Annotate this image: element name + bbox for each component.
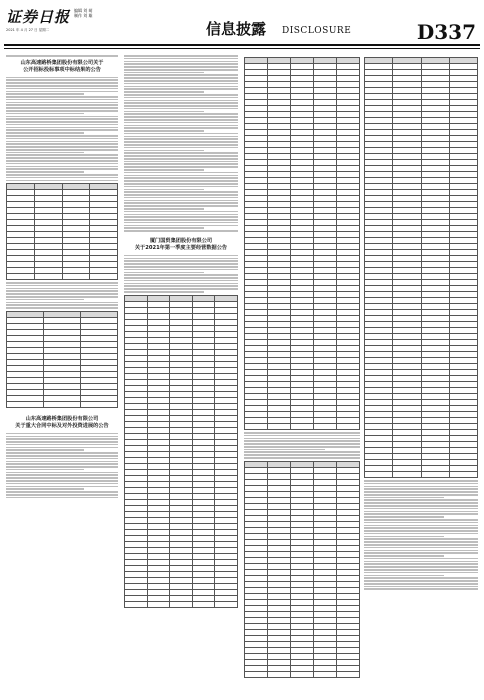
text-line: [364, 533, 478, 535]
text-line: [364, 480, 478, 482]
data-table: [244, 57, 360, 430]
text-line: [124, 100, 238, 102]
table-cell: [314, 671, 337, 677]
table-cell: [421, 472, 449, 478]
text-line: [124, 88, 238, 90]
table-cell: [314, 424, 337, 430]
text-line: [6, 116, 118, 118]
text-line: [6, 91, 118, 93]
text-line: [6, 168, 118, 170]
text-line: [124, 191, 238, 193]
text-line: [124, 58, 238, 60]
text-line: [364, 572, 478, 574]
table-cell: [245, 671, 268, 677]
text-line: [6, 93, 84, 95]
column-2: [124, 55, 238, 610]
text-line: [6, 85, 118, 87]
text-line: [364, 580, 478, 582]
text-line: [124, 91, 204, 93]
masthead-rule: [4, 44, 480, 46]
text-line: [6, 302, 118, 304]
text-line: [6, 166, 118, 168]
text-line: [124, 141, 238, 143]
text-line: [124, 225, 238, 227]
text-line: [6, 494, 118, 496]
table-cell: [90, 274, 118, 280]
table-cell: [81, 401, 118, 407]
dateline: 2021 年 4 月 27 日 星期二: [6, 28, 50, 32]
text-line: [364, 499, 478, 501]
text-line: [6, 160, 118, 162]
table-cell: [62, 274, 90, 280]
text-line: [124, 69, 238, 71]
text-line: [124, 194, 238, 196]
text-line: [124, 125, 238, 127]
text-line: [124, 163, 238, 165]
text-line: [364, 497, 444, 499]
text-line: [124, 97, 238, 99]
text-line: [364, 552, 478, 554]
table-cell: [7, 274, 35, 280]
text-line: [6, 491, 118, 493]
text-line: [124, 255, 238, 257]
text-line: [124, 150, 204, 152]
text-line: [124, 280, 238, 282]
table-cell: [365, 472, 393, 478]
table-row: [245, 671, 360, 677]
text-line: [364, 541, 478, 543]
text-line: [244, 440, 360, 442]
text-line: [364, 544, 478, 546]
text-line: [6, 441, 118, 443]
text-line: [244, 446, 360, 448]
text-line: [6, 477, 118, 479]
text-line: [124, 288, 238, 290]
text-line: [364, 550, 478, 552]
masthead-rule-thin: [4, 48, 480, 49]
text-line: [6, 480, 118, 482]
text-line: [364, 525, 478, 527]
text-line: [364, 519, 478, 521]
text-line: [6, 463, 118, 465]
text-line: [6, 469, 84, 471]
text-line: [124, 180, 238, 182]
table-cell: [7, 401, 44, 407]
text-line: [364, 488, 478, 490]
text-line: [6, 466, 118, 468]
table-row: [365, 472, 478, 478]
text-line: [6, 118, 118, 120]
text-line: [124, 61, 238, 63]
text-line: [124, 108, 238, 110]
text-line: [124, 208, 204, 210]
table-cell: [44, 401, 81, 407]
text-line: [364, 561, 478, 563]
text-line: [6, 79, 118, 81]
text-line: [124, 258, 238, 260]
table-cell: [291, 671, 314, 677]
text-line: [124, 111, 204, 113]
newspaper-logo: 证券日报: [6, 8, 71, 26]
article-title: 山东高速路桥集团股份有限公司关于 公开招标投标事项中标结果的公告: [20, 59, 104, 73]
table-cell: [125, 601, 148, 607]
text-line: [124, 74, 238, 76]
text-line: [124, 230, 238, 232]
text-line: [6, 102, 118, 104]
text-line: [6, 288, 118, 290]
text-line: [6, 282, 118, 284]
text-line: [364, 563, 478, 565]
text-line: [124, 227, 204, 229]
text-line: [6, 293, 118, 295]
text-line: [124, 155, 238, 157]
text-line: [124, 161, 238, 163]
text-line: [124, 260, 238, 262]
data-table: [6, 183, 118, 280]
text-line: [244, 443, 360, 445]
table-cell: [192, 601, 215, 607]
text-line: [6, 304, 118, 306]
table-cell: [268, 671, 291, 677]
text-line: [124, 291, 204, 293]
table-cell: [215, 601, 238, 607]
page-number: D337: [416, 20, 476, 44]
text-line: [6, 455, 118, 457]
text-line: [124, 269, 238, 271]
text-line: [124, 263, 238, 265]
text-line: [244, 449, 325, 451]
text-line: [124, 138, 238, 140]
section-title: 信息披露: [206, 20, 267, 38]
table-cell: [34, 274, 62, 280]
text-line: [364, 516, 444, 518]
data-table: [124, 295, 238, 608]
text-line: [244, 435, 360, 437]
text-line: [364, 530, 478, 532]
text-line: [364, 527, 478, 529]
text-line: [364, 511, 478, 513]
table-cell: [337, 671, 360, 677]
text-line: [244, 454, 360, 456]
text-line: [364, 569, 478, 571]
text-line: [6, 296, 118, 298]
text-line: [6, 290, 118, 292]
text-line: [6, 99, 118, 101]
text-line: [124, 152, 238, 154]
text-line: [6, 107, 118, 109]
text-line: [6, 177, 118, 179]
text-line: [6, 146, 118, 148]
text-line: [364, 577, 478, 579]
text-line: [124, 202, 238, 204]
text-line: [244, 457, 360, 459]
text-line: [124, 274, 238, 276]
text-line: [6, 299, 84, 301]
text-line: [124, 216, 238, 218]
text-line: [6, 497, 118, 499]
text-line: [6, 433, 118, 435]
table-cell: [245, 424, 268, 430]
text-line: [124, 166, 238, 168]
text-line: [364, 536, 444, 538]
section-title-en: DISCLOSURE: [282, 26, 352, 36]
text-line: [6, 143, 118, 145]
table-cell: [268, 424, 291, 430]
text-line: [124, 77, 238, 79]
text-line: [124, 172, 238, 174]
text-line: [6, 486, 118, 488]
table-cell: [291, 424, 314, 430]
text-line: [6, 436, 118, 438]
text-line: [6, 152, 84, 154]
text-line: [244, 451, 360, 453]
text-line: [364, 575, 444, 577]
article-title: 厦门国贸集团股份有限公司 关于2021年第一季度主要经营数据公告: [134, 237, 228, 251]
text-line: [6, 472, 118, 474]
text-line: [124, 55, 238, 57]
text-line: [364, 555, 444, 557]
text-line: [6, 180, 118, 182]
text-line: [124, 283, 238, 285]
text-line: [6, 438, 118, 440]
text-line: [364, 486, 478, 488]
table-cell: [337, 424, 360, 430]
text-line: [124, 175, 238, 177]
text-line: [6, 82, 118, 84]
text-line: [124, 94, 238, 96]
column-3: [244, 55, 360, 680]
text-line: [6, 154, 118, 156]
text-line: [124, 285, 238, 287]
text-line: [6, 138, 118, 140]
text-line: [6, 110, 118, 112]
text-line: [6, 96, 118, 98]
text-line: [364, 494, 478, 496]
text-line: [124, 130, 204, 132]
text-line: [6, 174, 118, 176]
text-line: [244, 438, 360, 440]
text-line: [6, 129, 118, 131]
text-line: [124, 183, 238, 185]
text-line: [364, 588, 478, 590]
data-table: [244, 461, 360, 678]
text-line: [6, 132, 84, 134]
text-line: [124, 205, 238, 207]
text-line: [124, 189, 204, 191]
text-line: [124, 86, 238, 88]
text-line: [244, 432, 360, 434]
column-1: [6, 55, 118, 499]
text-line: [124, 102, 238, 104]
text-line: [6, 163, 118, 165]
text-line: [6, 444, 118, 446]
masthead: [0, 0, 484, 44]
text-line: [364, 505, 478, 507]
text-line: [124, 169, 204, 171]
text-line: [364, 566, 478, 568]
text-line: [6, 124, 118, 126]
text-line: [6, 149, 118, 151]
column-4: [364, 55, 478, 591]
data-table: [6, 311, 118, 408]
text-line: [6, 88, 118, 90]
text-line: [124, 133, 238, 135]
text-line: [124, 122, 238, 124]
text-line: [364, 502, 478, 504]
text-line: [6, 452, 118, 454]
text-line: [6, 461, 118, 463]
text-line: [6, 458, 118, 460]
text-line: [6, 449, 84, 451]
text-line: [364, 513, 478, 515]
text-line: [364, 491, 478, 493]
table-row: [245, 424, 360, 430]
text-line: [6, 285, 118, 287]
text-line: [6, 171, 84, 173]
text-line: [124, 214, 238, 216]
text-line: [6, 113, 84, 115]
table-cell: [147, 601, 170, 607]
table-cell: [393, 472, 421, 478]
text-line: [124, 105, 238, 107]
text-line: [6, 104, 118, 106]
article-title: 山东高速路桥集团股份有限公司 关于重大合同中标及对外投资进展的公告: [15, 415, 109, 429]
text-line: [124, 113, 238, 115]
text-line: [124, 197, 238, 199]
text-line: [124, 147, 238, 149]
text-line: [364, 547, 478, 549]
text-line: [124, 144, 238, 146]
text-line: [124, 83, 238, 85]
text-line: [364, 586, 478, 588]
text-line: [6, 127, 118, 129]
text-line: [124, 177, 238, 179]
text-line: [6, 55, 118, 57]
table-cell: [170, 601, 193, 607]
text-line: [364, 483, 478, 485]
issue-info: 编辑 刘 萌 制作 刘 雄: [74, 8, 93, 18]
text-line: [124, 66, 238, 68]
text-line: [364, 522, 478, 524]
text-line: [364, 508, 478, 510]
text-line: [6, 474, 118, 476]
table-cell: [449, 472, 477, 478]
text-line: [124, 119, 238, 121]
text-line: [124, 277, 238, 279]
text-line: [6, 121, 118, 123]
text-line: [124, 222, 238, 224]
text-line: [364, 583, 478, 585]
text-line: [124, 63, 238, 65]
text-line: [124, 80, 238, 82]
text-line: [124, 186, 238, 188]
text-line: [364, 558, 478, 560]
text-line: [124, 158, 238, 160]
text-line: [6, 135, 118, 137]
text-line: [124, 72, 204, 74]
table-row: [7, 401, 118, 407]
text-line: [6, 157, 118, 159]
text-line: [124, 116, 238, 118]
table-row: [125, 601, 238, 607]
table-row: [7, 274, 118, 280]
text-line: [6, 307, 118, 309]
text-line: [124, 219, 238, 221]
text-line: [124, 266, 238, 268]
text-line: [6, 447, 118, 449]
text-line: [124, 272, 204, 274]
text-line: [124, 127, 238, 129]
text-line: [124, 136, 238, 138]
text-line: [124, 211, 238, 213]
text-line: [124, 200, 238, 202]
text-line: [6, 483, 118, 485]
text-line: [364, 538, 478, 540]
text-line: [6, 141, 118, 143]
data-table: [364, 57, 478, 478]
text-line: [6, 77, 118, 79]
text-line: [6, 488, 84, 490]
